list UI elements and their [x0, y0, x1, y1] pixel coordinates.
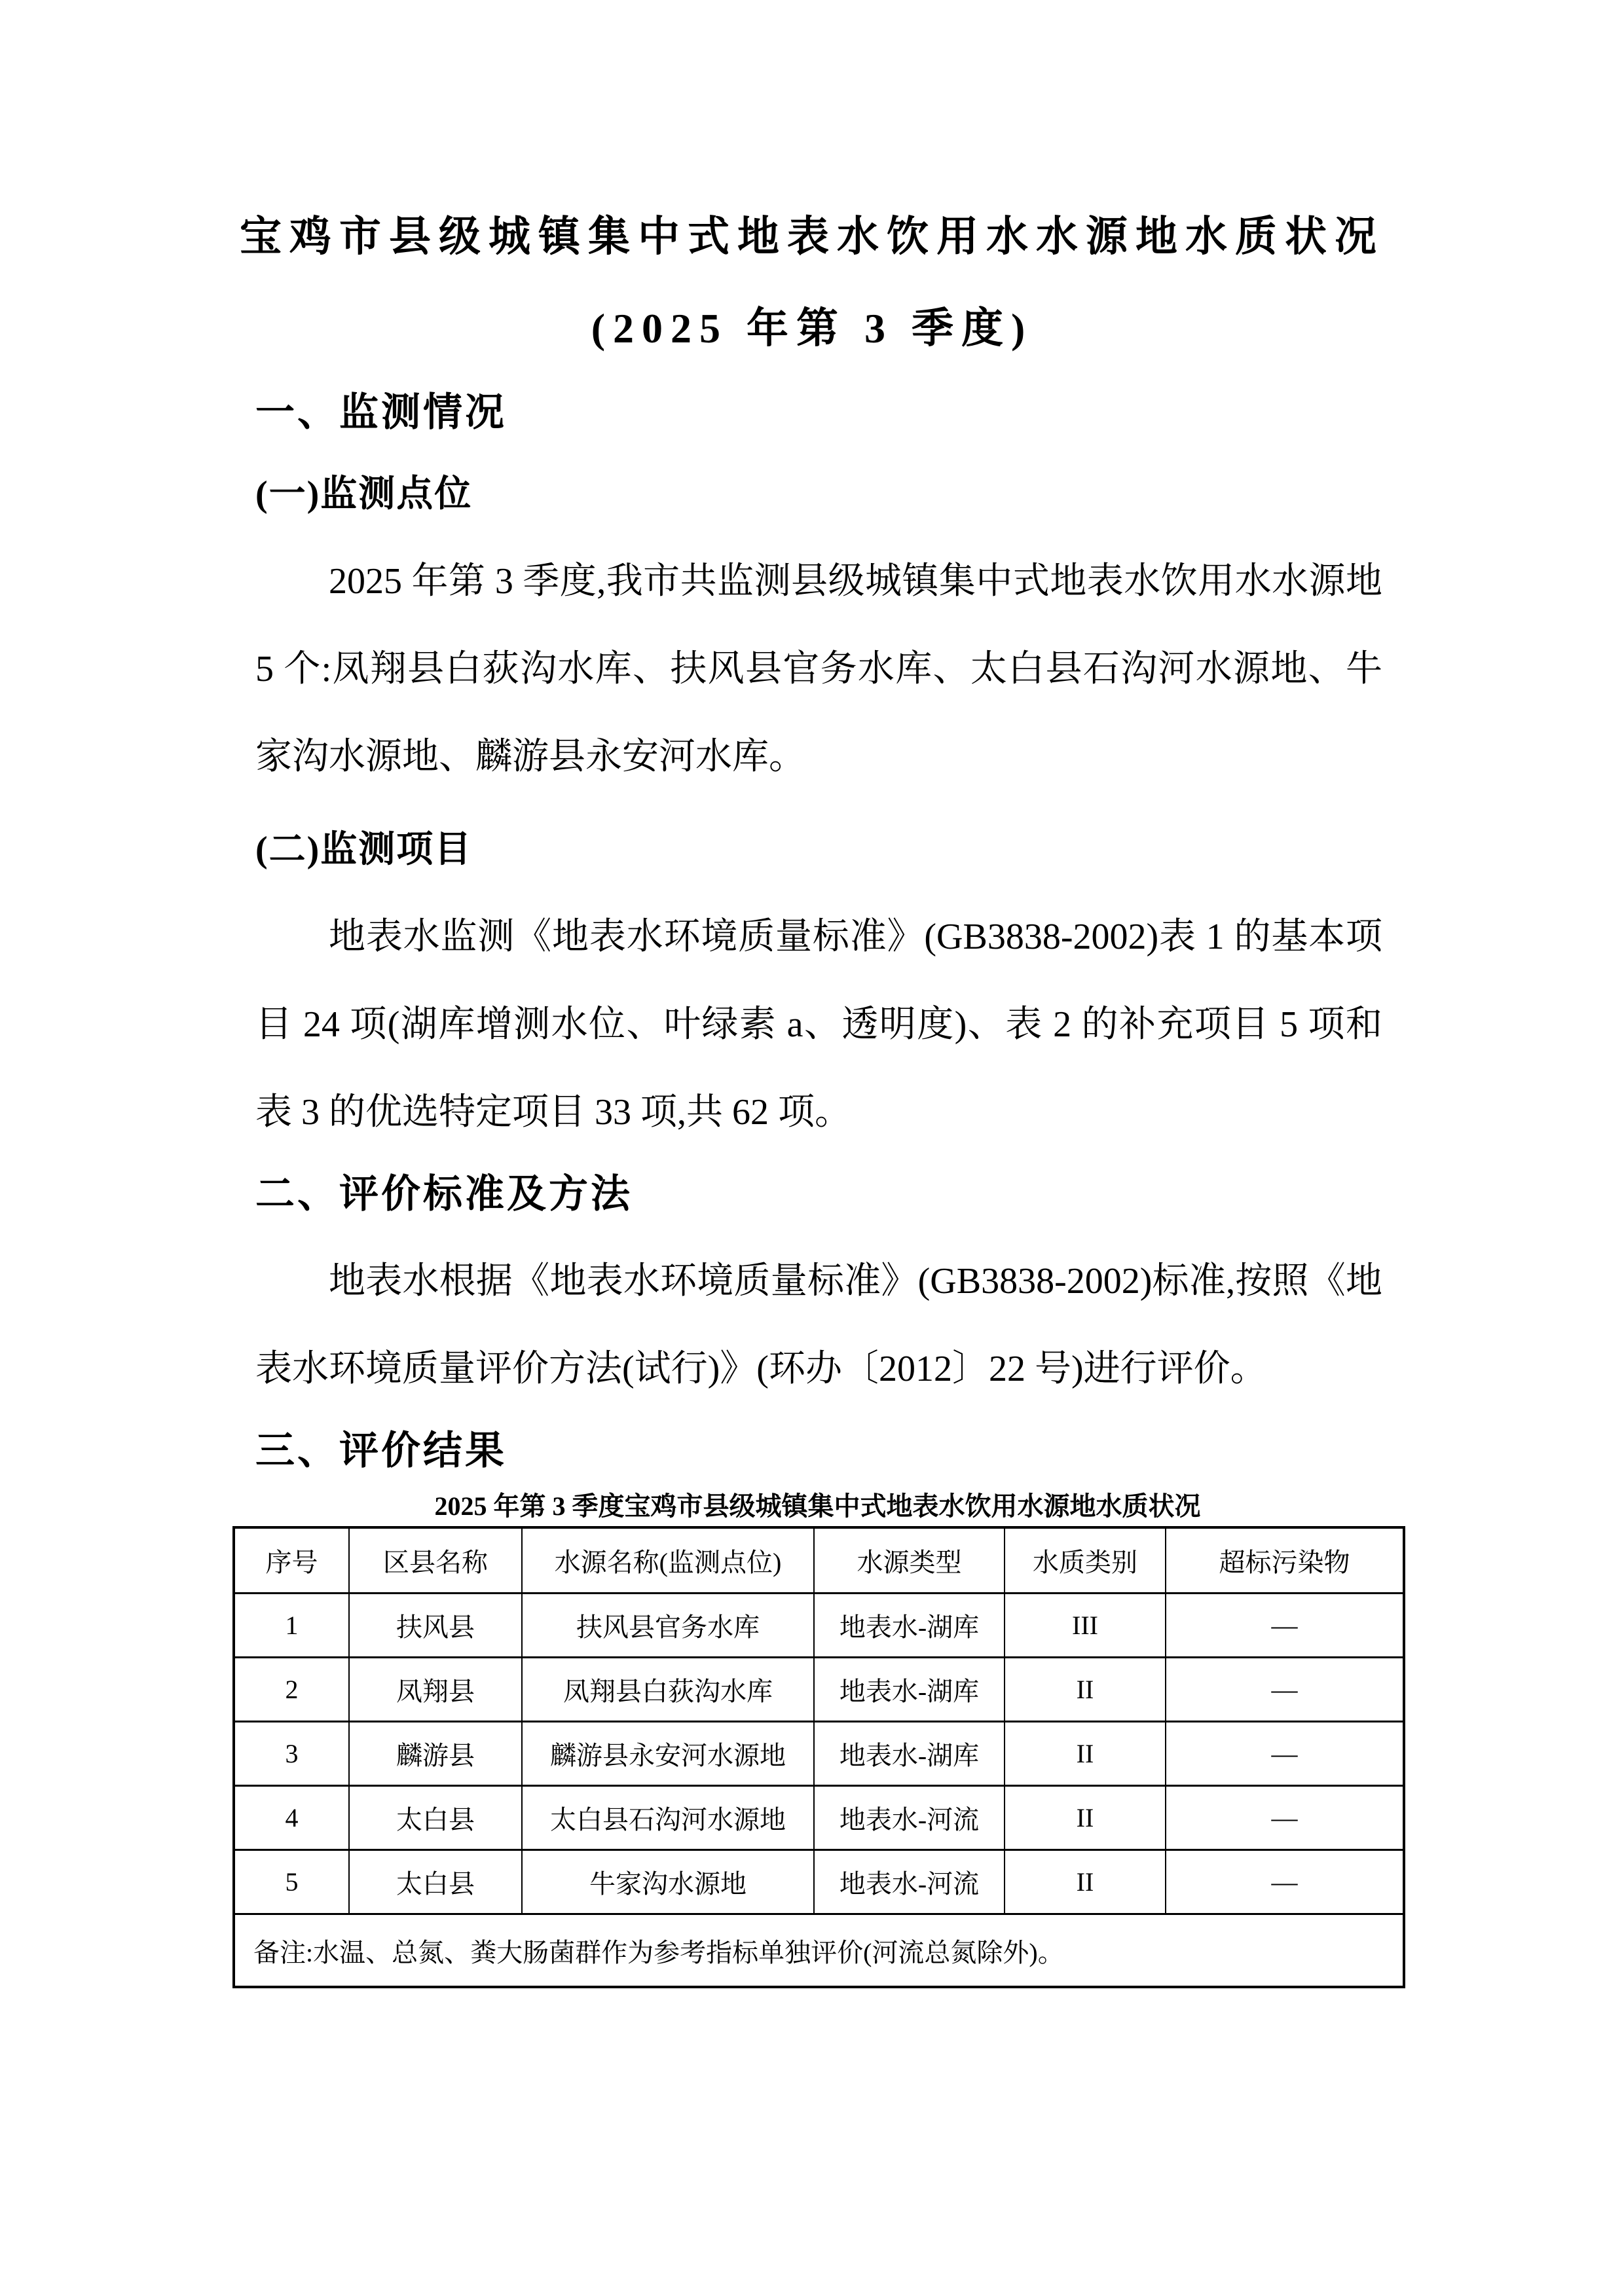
table-cell: 2 [234, 1658, 349, 1722]
evaluation-standard-paragraph: 地表水根据《地表水环境质量标准》(GB3838-2002)标准,按照《地表水环境质量评价方法(试行)》(环办〔2012〕22 号)进行评价。 [255, 1261, 1382, 1389]
table-row [234, 1722, 1404, 1786]
result-table-caption: 2025 年第 3 季度宝鸡市县级城镇集中式地表水饮用水源地水质状况 [434, 1491, 1201, 1521]
table-row [234, 1786, 1404, 1850]
table-cell: 牛家沟水源地 [522, 1850, 814, 1914]
table-cell: 3 [234, 1722, 349, 1786]
table-cell: — [1166, 1786, 1404, 1850]
table-cell: 扶风县官务水库 [522, 1594, 814, 1658]
monitoring-items-paragraph: 地表水监测《地表水环境质量标准》(GB3838-2002)表 1 的基本项目 24 项(湖库增测水位、叶绿素 a、透明度)、表 2 的补充项目 5 项和表 3 的优选特定项目 33 项,共 62 项。 [255, 917, 1382, 1133]
table-cell: 地表水-湖库 [814, 1658, 1005, 1722]
table-cell: II [1005, 1850, 1166, 1914]
table-cell: — [1166, 1722, 1404, 1786]
table-cell: — [1166, 1850, 1404, 1914]
document-title-line1: 宝鸡市县级城镇集中式地表水饮用水水源地水质状况 [240, 213, 1384, 260]
section-2-heading: 二、评价标准及方法 [255, 1172, 633, 1216]
table-cell: 4 [234, 1786, 349, 1850]
table-cell: 5 [234, 1850, 349, 1914]
table-note-row [234, 1914, 1404, 1988]
monitoring-sites-paragraph: 2025 年第 3 季度,我市共监测县级城镇集中式地表水饮用水水源地 5 个:凤翔县白荻沟水库、扶风县官务水库、太白县石沟河水源地、牛家沟水源地、麟游县永安河水库。 [255, 561, 1382, 777]
table-cell: — [1166, 1594, 1404, 1658]
table-cell: 太白县石沟河水源地 [522, 1786, 814, 1850]
table-header-cell: 超标污染物 [1166, 1527, 1404, 1594]
table-cell: II [1005, 1658, 1166, 1722]
table-cell: II [1005, 1722, 1166, 1786]
section-3-heading: 三、评价结果 [255, 1429, 507, 1472]
table-header-row [234, 1527, 1404, 1594]
table-cell: 太白县 [349, 1850, 522, 1914]
table-cell: 地表水-湖库 [814, 1594, 1005, 1658]
section-1-heading: 一、监测情况 [255, 390, 507, 434]
table-cell: II [1005, 1786, 1166, 1850]
table-cell: 地表水-河流 [814, 1850, 1005, 1914]
table-cell: 1 [234, 1594, 349, 1658]
table-body [234, 1594, 1404, 1914]
section-1-1-heading: (一)监测点位 [255, 474, 473, 515]
table-row [234, 1594, 1404, 1658]
water-quality-result-table [232, 1526, 1405, 1988]
section-1-2-heading: (二)监测项目 [255, 829, 473, 870]
table-header-cell: 水质类别 [1005, 1527, 1166, 1594]
table-cell: 麟游县永安河水源地 [522, 1722, 814, 1786]
table-cell: 扶风县 [349, 1594, 522, 1658]
document-title-line2: (2025 年第 3 季度) [591, 305, 1033, 352]
table-header-cell: 区县名称 [349, 1527, 522, 1594]
table-row [234, 1658, 1404, 1722]
table-cell: 地表水-河流 [814, 1786, 1005, 1850]
table-cell: 凤翔县白荻沟水库 [522, 1658, 814, 1722]
table-header-cell: 水源类型 [814, 1527, 1005, 1594]
table-cell: 凤翔县 [349, 1658, 522, 1722]
table-cell: 地表水-湖库 [814, 1722, 1005, 1786]
table-cell: — [1166, 1658, 1404, 1722]
table-note-cell: 备注:水温、总氮、粪大肠菌群作为参考指标单独评价(河流总氮除外)。 [234, 1914, 1404, 1988]
table-cell: 麟游县 [349, 1722, 522, 1786]
table-header-cell: 水源名称(监测点位) [522, 1527, 814, 1594]
table-cell: III [1005, 1594, 1166, 1658]
table-header-cell: 序号 [234, 1527, 349, 1594]
table-cell: 太白县 [349, 1786, 522, 1850]
table-row [234, 1850, 1404, 1914]
